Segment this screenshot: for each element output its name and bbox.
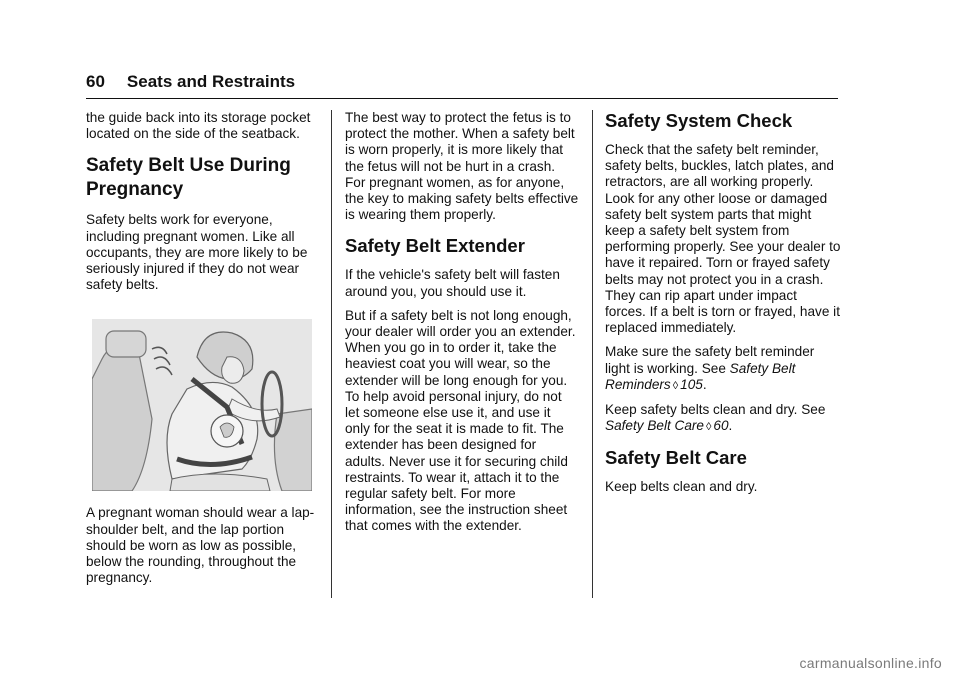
pregnancy-paragraph: Safety belts work for everyone, including pregnant women. Like all occupants, they are more likely to be seriously injured if they do not wear safety belts. <box>86 212 308 293</box>
page-number: 60 <box>86 72 105 91</box>
heading-system-check: Safety System Check <box>605 110 793 131</box>
column-3 <box>605 110 841 504</box>
watermark: carmanualsonline.info <box>799 655 942 671</box>
heading-pregnancy: Safety Belt Use During Pregnancy <box>86 155 291 201</box>
pregnant-woman-illustration <box>92 319 312 491</box>
column-1 <box>86 110 318 594</box>
column-divider <box>331 110 332 598</box>
heading-extender: Safety Belt Extender <box>345 235 525 257</box>
fetus-paragraph: The best way to protect the fetus is to protect the mother. When a safety belt is worn properly, it is more likely that the fetus will not be hurt in a crash. For pregnant women, as for anyone, the key to making safety belts effective is wearing them properly. <box>345 110 579 223</box>
belt-care-paragraph: Keep belts clean and dry. <box>605 479 758 495</box>
xref-icon: ◊ <box>672 379 679 392</box>
care-ref-text: Keep safety belts clean and dry. See <box>605 402 826 418</box>
reminder-link[interactable]: Safety Belt Reminders <box>605 360 796 392</box>
reminder-paragraph: Make sure the safety belt reminder light is working. See Safety Belt Reminders ◊ 105. <box>605 344 815 392</box>
reminder-text: Make sure the safety belt reminder light is working. See <box>605 344 815 376</box>
reminder-page[interactable]: 105 <box>680 376 703 392</box>
column-divider <box>592 110 593 598</box>
xref-icon: ◊ <box>705 421 712 434</box>
extender-paragraph-1: If the vehicle's safety belt will fasten around you, you should use it. <box>345 267 560 299</box>
system-check-paragraph: Check that the safety belt reminder, safety belts, buckles, latch plates, and retractors, are all working properly. Look for any other loose or damaged safety belt system parts that might keep a safety belt system from performing properly. See your dealer to have it repaired. Torn or frayed safety belts may not protect you in a crash. They can rip apart under impact forces. If a belt is torn or frayed, have it replaced immediately. <box>605 142 841 336</box>
care-page[interactable]: 60 <box>713 418 729 434</box>
care-ref-paragraph: Keep safety belts clean and dry. See Safety Belt Care ◊ 60. <box>605 402 826 434</box>
extender-paragraph-2: But if a safety belt is not long enough, your dealer will order you an extender. When you go in to order it, take the heaviest coat you will wear, so the extender will be long enough for you. To help avoid personal injury, do not let someone else use it, and use it only for the seat it is made to fit. The extender has been designed for adults. Never use it for securing child restraints. To wear it, attach it to the regular safety belt. For more information, see the instruction sheet that comes with the extender. <box>345 307 576 534</box>
lap-belt-paragraph: A pregnant woman should wear a lap-shoulder belt, and the lap portion should be worn as low as possible, below the rounding, throughout the pregnancy. <box>86 505 315 586</box>
care-link[interactable]: Safety Belt Care <box>605 418 704 434</box>
heading-belt-care: Safety Belt Care <box>605 447 747 469</box>
column-2 <box>345 110 579 543</box>
continued-paragraph: the guide back into its storage pocket located on the side of the seatback. <box>86 110 311 142</box>
section-title: Seats and Restraints <box>126 72 296 91</box>
page-header <box>86 72 838 99</box>
